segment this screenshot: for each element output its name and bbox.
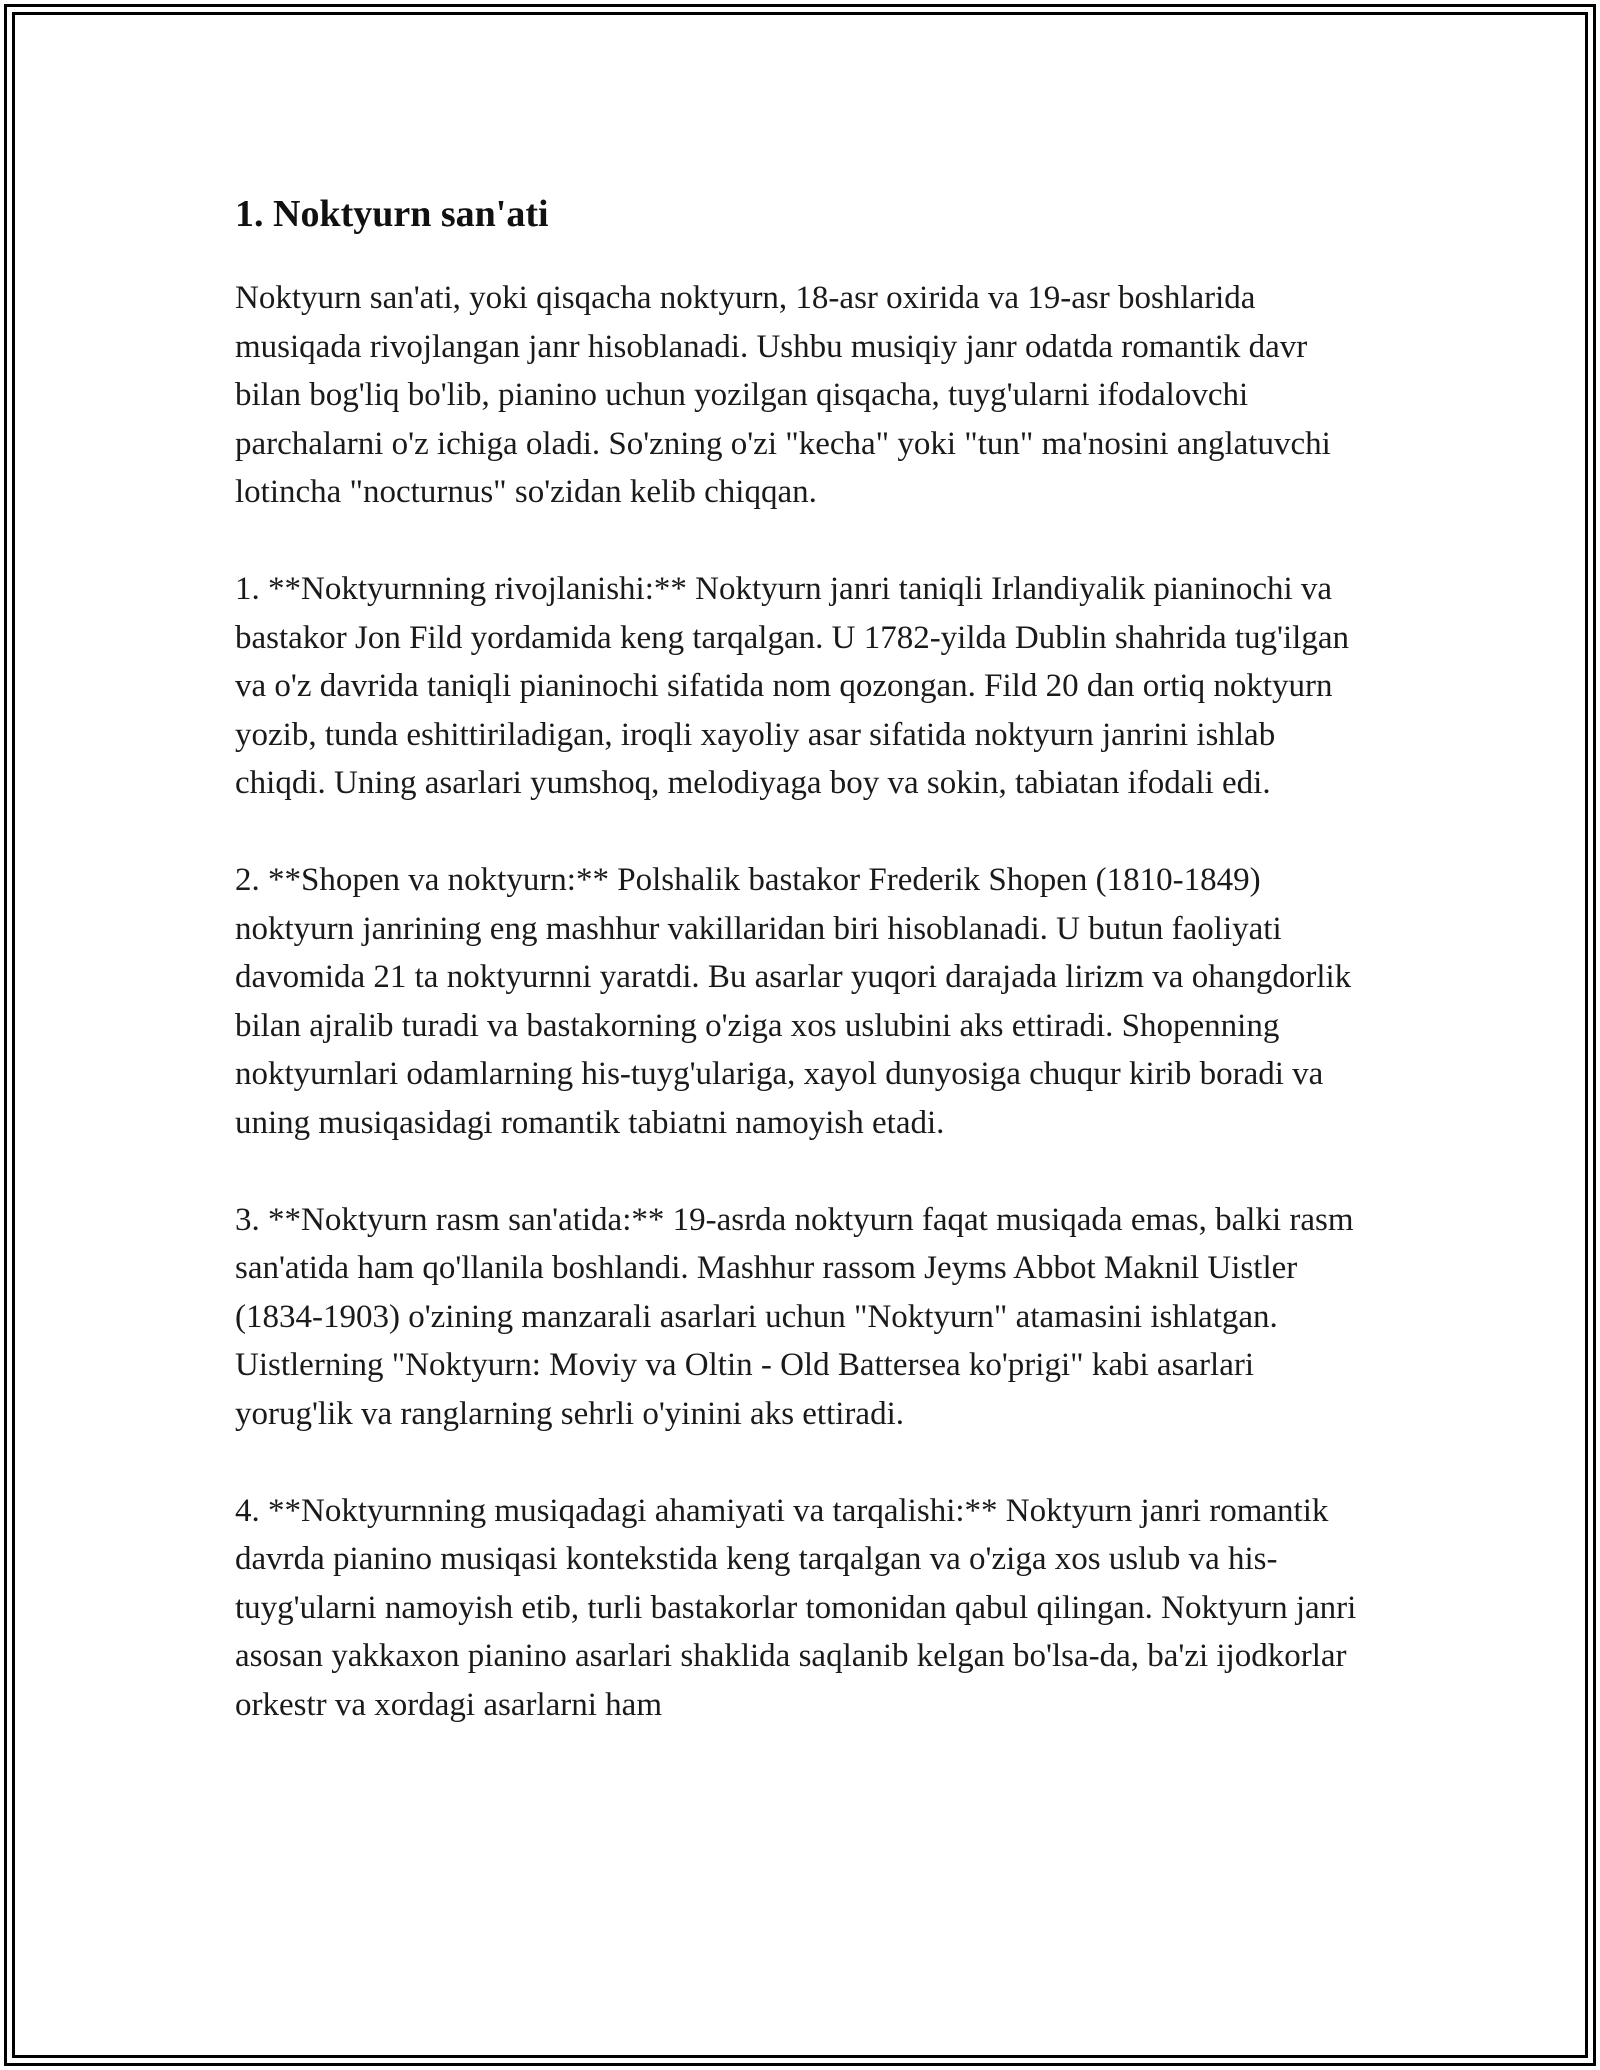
section-paragraph-2: 2. **Shopen va noktyurn:** Polshalik bastakor Frederik Shopen (1810-1849) noktyurn janrining eng mashhur vakillaridan biri hisoblanadi. U butun faoliyati davomida 21 ta noktyurnni yaratdi. Bu asarlar yuqori darajada lirizm va ohangdorlik bilan ajralib turadi va bastakorning o'ziga xos uslubini aks ettiradi. Shopenning noktyurnlari odamlarning his-tuyg'ulariga, xayol dunyosiga chuqur kirib boradi va uning musiqasidagi romantik tabiatni namoyish etadi. — [235, 862, 1352, 1141]
intro-paragraph: Noktyurn san'ati, yoki qisqacha noktyurn, 18-asr oxirida va 19-asr boshlarida musiqada rivojlangan janr hisoblanadi. Ushbu musiqiy janr odatda romantik davr bilan bog'liq bo'lib, pianino uchun yozilgan qisqacha, tuyg'ularni ifodalovchi parchalarni o'z ichiga oladi. So'zning o'zi "kecha" yoki "tun" ma'nosini anglatuvchi lotincha "nocturnus" so'zidan kelib chiqqan. — [235, 280, 1331, 510]
document-title: 1. Noktyurn san'ati — [235, 193, 549, 235]
section-paragraph-1: 1. **Noktyurnning rivojlanishi:** Noktyurn janri taniqli Irlandiyalik pianinochi va bastakor Jon Fild yordamida keng tarqalgan. U 1782-yilda Dublin shahrida tug'ilgan va o'z davrida taniqli pianinochi sifatida nom qozongan. Fild 20 dan ortiq noktyurn yozib, tunda eshittiriladigan, iroqli xayoliy asar sifatida noktyurn janrini ishlab chiqdi. Uning asarlari yumshoq, melodiyaga boy va sokin, tabiatan ifodali edi. — [235, 571, 1349, 801]
section-paragraph-3: 3. **Noktyurn rasm san'atida:** 19-asrda noktyurn faqat musiqada emas, balki rasm san'atida ham qo'llanila boshlandi. Mashhur rassom Jeyms Abbot Maknil Uistler (1834-1903) o'zining manzarali asarlari uchun "Noktyurn" atamasini ishlatgan. Uistlerning "Noktyurn: Moviy va Oltin - Old Battersea ko'prigi" kabi asarlari yorug'lik va ranglarning sehrli o'yinini aks ettiradi. — [235, 1201, 1354, 1432]
document-body — [235, 186, 1365, 1778]
section-paragraph-4: 4. **Noktyurnning musiqadagi ahamiyati va tarqalishi:** Noktyurn janri romantik davrda pianino musiqasi kontekstida keng tarqalgan va o'ziga xos uslub va his-tuyg'ularni namoyish etib, turli bastakorlar tomonidan qabul qilingan. Noktyurn janri asosan yakkaxon pianino asarlari shaklida saqlanib kelgan bo'lsa-da, ba'zi ijodkorlar orkestr va xordagi asarlarni ham — [235, 1492, 1357, 1723]
